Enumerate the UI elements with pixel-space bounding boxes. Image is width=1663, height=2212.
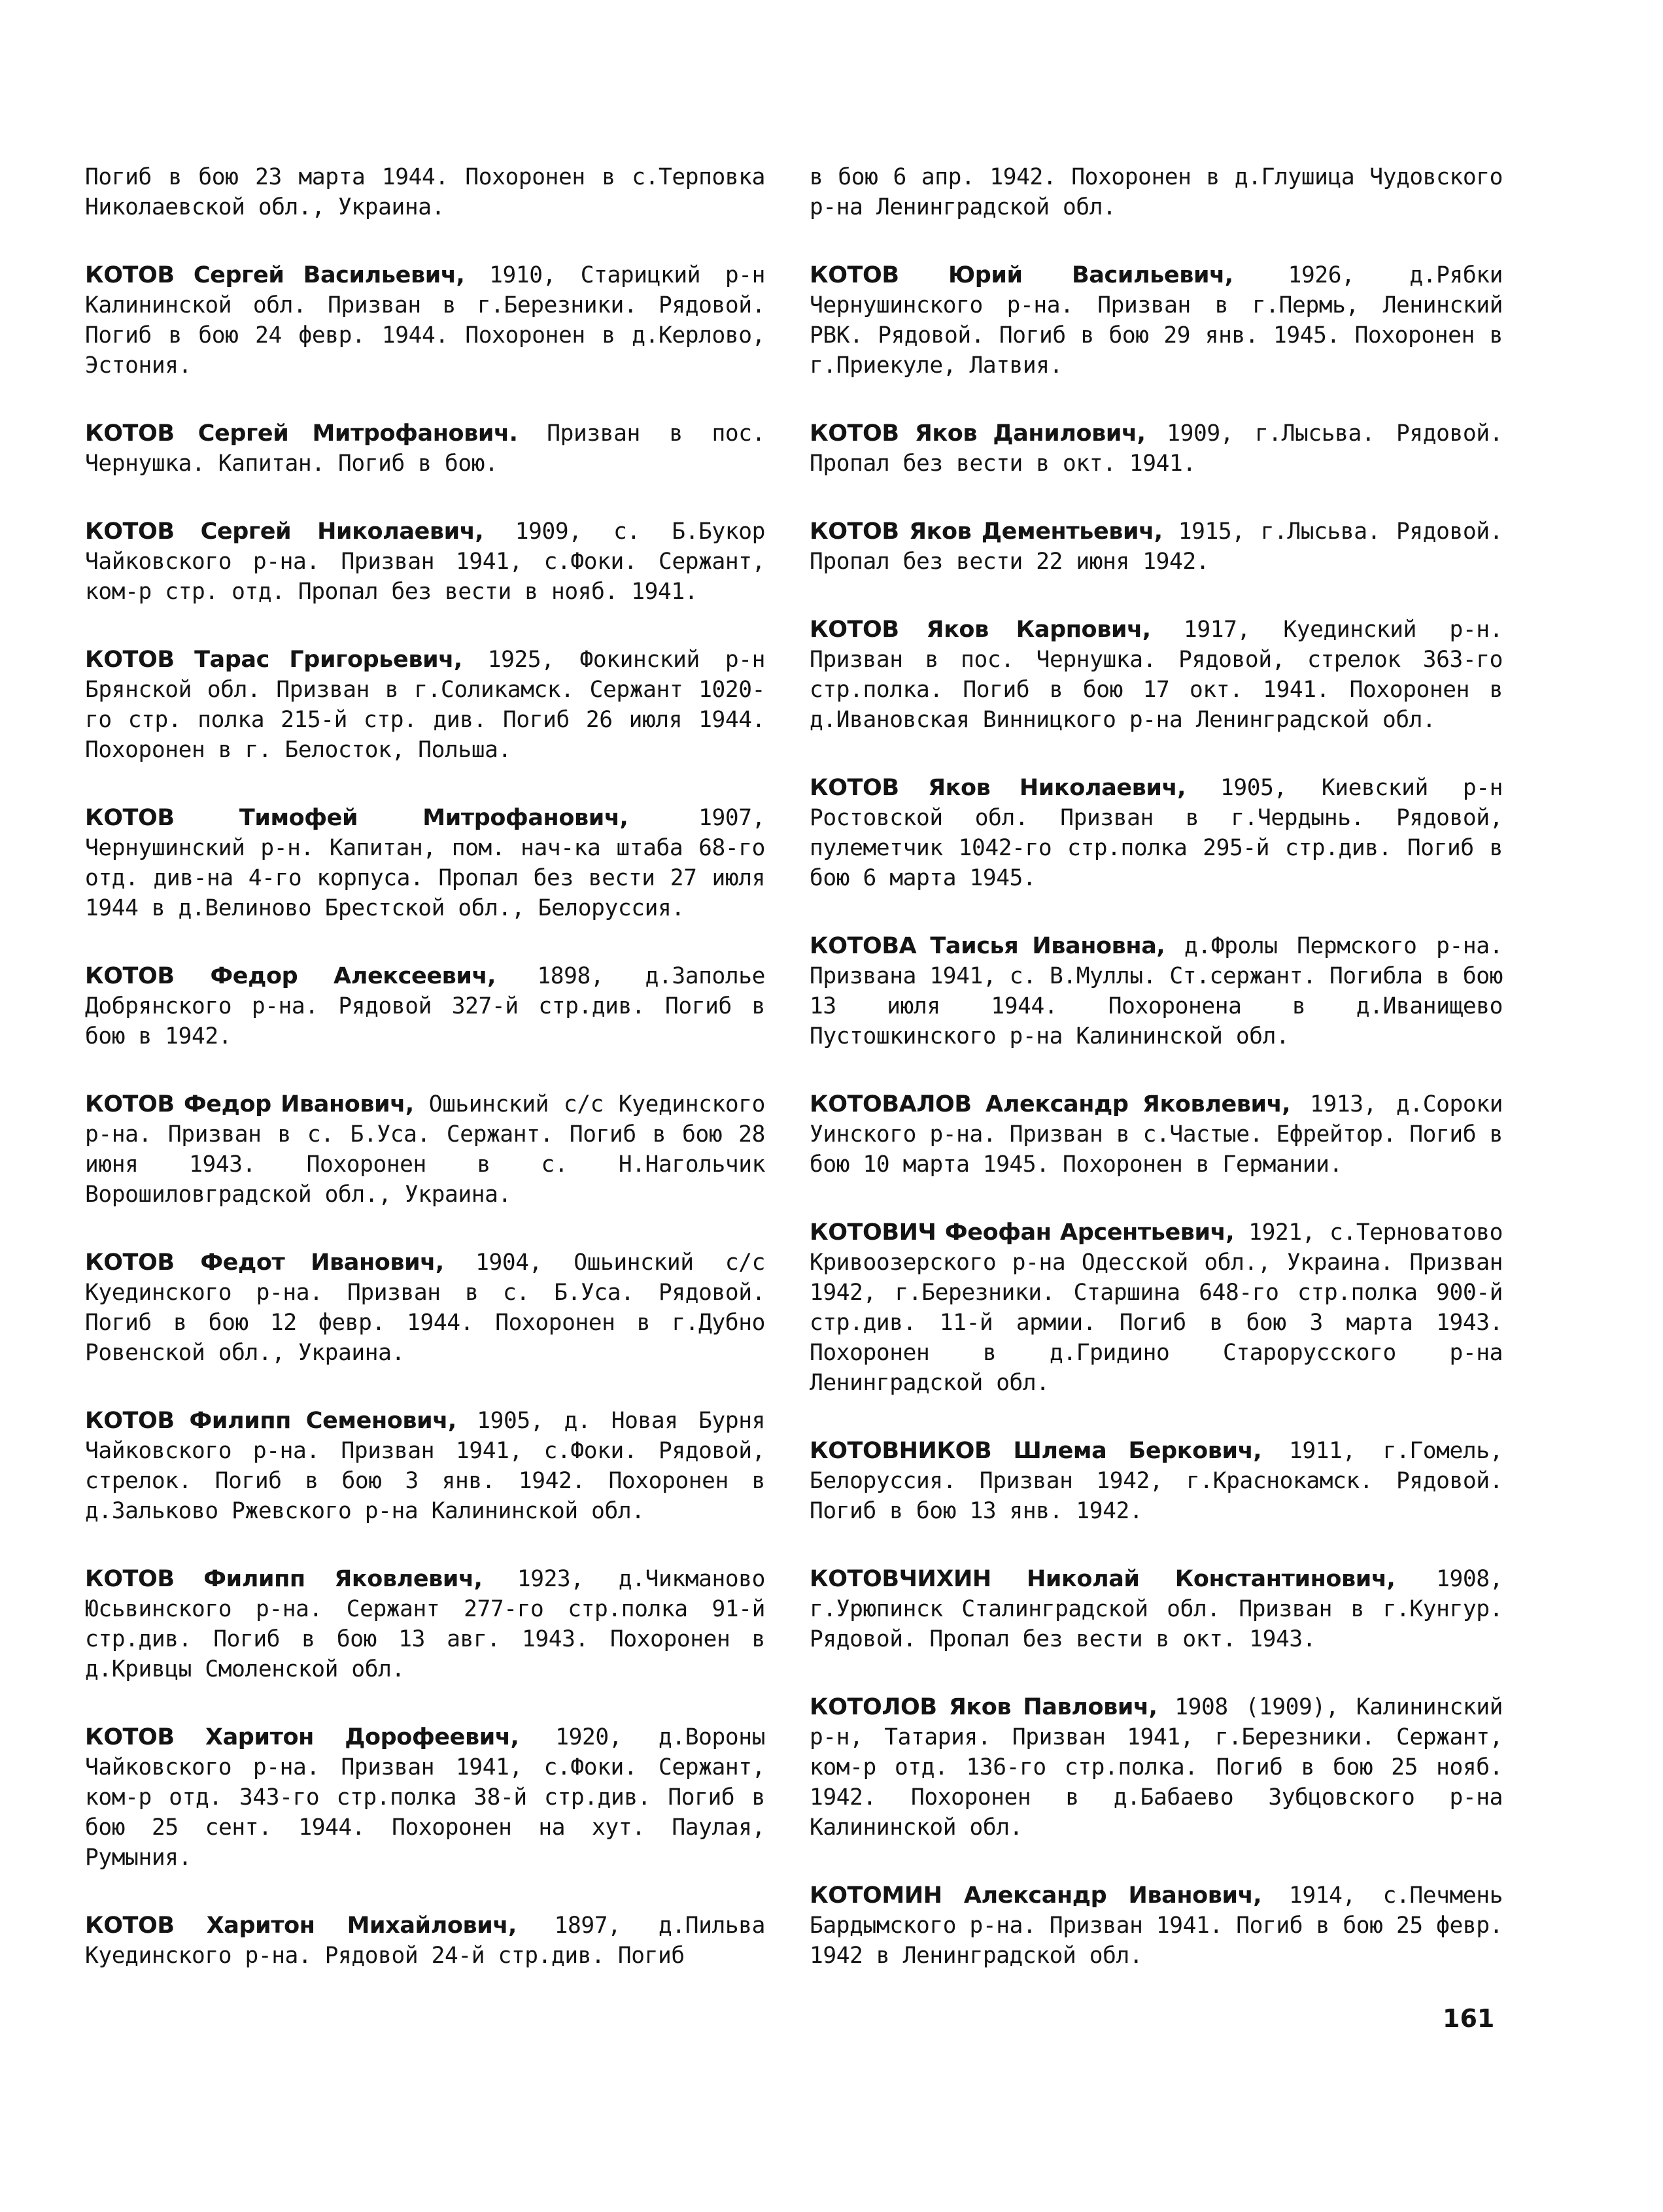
entry-paragraph [85, 162, 765, 222]
entry-text: 1913, д.Сороки Уинского р-на. Призван в с.Частые. Ефрейтор. Погиб в бою 10 марта 1945. Похоронен в Германии. [810, 1091, 1503, 1178]
entry-paragraph [85, 803, 765, 923]
entry-paragraph [810, 615, 1503, 735]
entry-paragraph [85, 418, 765, 479]
entry-paragraph [85, 961, 765, 1051]
entry-text: 1905, д. Новая Бурня Чайковского р-на. Призван 1941, с.Фоки. Рядовой, стрелок. Погиб в бою 3 янв. 1942. Похоронен в д.Зальково Ржевского р-на Калининской обл. [85, 1408, 765, 1524]
entry-text: 1907, Чернушинский р-н. Капитан, пом. нач-ка штаба 68-го отд. див-на 4-го корпуса. Пропал без вести 27 июля 1944 в д.Велиново Брестской обл., Белоруссия. [85, 805, 765, 921]
entry-name: КОТОЛОВ Яков Павлович, [810, 1694, 1157, 1720]
entry-text: д.Фролы Пермского р-на. Призвана 1941, с. В.Муллы. Ст.сержант. Погибла в бою 13 июля 1944. Похоронена в д.Иванищево Пустошкинского р-на Калининской обл. [810, 933, 1503, 1049]
entry-name: КОТОВАЛОВ Александр Яковлевич, [810, 1091, 1291, 1117]
entry-paragraph [810, 162, 1503, 222]
entry-paragraph [810, 418, 1503, 479]
entry-name: КОТОВ Сергей Васильевич, [85, 262, 465, 288]
entry-text: 1904, Ошьинский с/с Куединского р-на. Призван в с. Б.Уса. Рядовой. Погиб в бою 12 февр. 1944. Похоронен в г.Дубно Ровенской обл., Украина. [85, 1250, 765, 1366]
entry-text: 1897, д.Пильва Куединского р-на. Рядовой 24-й стр.див. Погиб [85, 1913, 766, 1969]
entry-paragraph [810, 517, 1503, 577]
entry-name: КОТОВ Федор Алексеевич, [85, 963, 496, 989]
entry-text: Призван в пос. Чернушка. Капитан. Погиб в бою. [85, 420, 765, 477]
entry-text: в бою 6 апр. 1942. Похоронен в д.Глушица Чудовского р-на Ленинградской обл. [810, 164, 1503, 220]
entry-text: 1905, Киевский р-н Ростовской обл. Призван в г.Чердынь. Рядовой, пулеметчик 1042-го стр.полка 295-й стр.див. Погиб в бою 6 марта 1945. [810, 775, 1503, 891]
entry-name: КОТОВА Таисья Ивановна, [810, 933, 1165, 959]
entry-name: КОТОВ Яков Николаевич, [810, 775, 1186, 801]
entry-name: КОТОВ Яков Дементьевич, [810, 519, 1163, 545]
entry-text: 1908, г.Урюпинск Сталинградской обл. Призван в г.Кунгур. Рядовой. Пропал без вести в окт. 1943. [810, 1566, 1503, 1652]
entry-paragraph [810, 1564, 1503, 1654]
entry-text: 1923, д.Чикманово Юсьвинского р-на. Сержант 277-го стр.полка 91-й стр.див. Погиб в бою 13 авг. 1943. Похоронен в д.Кривцы Смоленской обл. [85, 1566, 765, 1682]
entry-name: КОТОВ Сергей Митрофанович. [85, 420, 518, 447]
entry-name: КОТОВ Федор Иванович, [85, 1091, 414, 1117]
entry-name: КОТОВ Харитон Михайлович, [85, 1913, 517, 1939]
entry-name: КОТОВ Харитон Дорофеевич, [85, 1724, 519, 1750]
entry-text: 1926, д.Рябки Чернушинского р-на. Призван в г.Пермь, Ленинский РВК. Рядовой. Погиб в бою 29 янв. 1945. Похоронен в г.Приекуле, Латвия. [810, 262, 1503, 379]
entry-paragraph [810, 1692, 1503, 1843]
entry-paragraph [85, 645, 765, 765]
entry-name: КОТОВНИКОВ Шлема Беркович, [810, 1438, 1262, 1464]
entry-paragraph [85, 260, 765, 381]
entry-paragraph [810, 260, 1503, 381]
page-number: 161 [1443, 2004, 1495, 2033]
entry-text: 1917, Куединский р-н. Призван в пос. Чернушка. Рядовой, стрелок 363-го стр.полка. Погиб в бою 17 окт. 1941. Похоронен в д.Ивановская Винницкого р-на Ленинградской обл. [810, 617, 1503, 733]
entry-text: 1909, г.Лысьва. Рядовой. Пропал без вести в окт. 1941. [810, 420, 1503, 477]
entry-name: КОТОВИЧ Феофан Арсентьевич, [810, 1219, 1235, 1246]
entry-text: 1898, д.Заполье Добрянского р-на. Рядовой 327-й стр.див. Погиб в бою в 1942. [85, 963, 765, 1049]
entry-name: КОТОВ Тарас Григорьевич, [85, 647, 462, 673]
entry-name: КОТОВ Яков Карпович, [810, 617, 1151, 643]
right-column [810, 162, 1503, 2009]
entry-name: КОТОВ Яков Данилович, [810, 420, 1146, 447]
entry-name: КОТОМИН Александр Иванович, [810, 1882, 1262, 1909]
entry-paragraph [810, 931, 1503, 1051]
entry-text: 1914, с.Печмень Бардымского р-на. Призван 1941. Погиб в бою 25 февр. 1942 в Ленинградской обл. [810, 1882, 1503, 1969]
entry-name: КОТОВ Юрий Васильевич, [810, 262, 1233, 288]
entry-text: Ошьинский с/с Куединского р-на. Призван в с. Б.Уса. Сержант. Погиб в бою 28 июня 1943. Похоронен в с. Н.Нагольчик Ворошиловградской обл., Украина. [85, 1091, 766, 1208]
entry-paragraph [810, 1217, 1503, 1398]
entry-text: 1910, Старицкий р-н Калининской обл. Призван в г.Березники. Рядовой. Погиб в бою 24 февр. 1944. Похоронен в д.Керлово, Эстония. [85, 262, 766, 379]
entry-text: 1909, с. Б.Букор Чайковского р-на. Призван 1941, с.Фоки. Сержант, ком-р стр. отд. Пропал без вести в нояб. 1941. [85, 519, 765, 605]
entry-paragraph [810, 773, 1503, 893]
entry-name: КОТОВ Филипп Семенович, [85, 1408, 456, 1434]
entry-paragraph [85, 1248, 765, 1368]
entry-text: 1921, с.Терноватово Кривоозерского р-на Одесской обл., Украина. Призван 1942, г.Березники. Старшина 648-го стр.полка 900-й стр.див. 11-й армии. Погиб в бою 3 марта 1943. Похоронен в д.Гридино Старорусского р-на Ленинградской обл. [810, 1219, 1503, 1396]
entry-paragraph [810, 1880, 1503, 1971]
entry-paragraph [85, 1089, 765, 1210]
entry-text: Погиб в бою 23 марта 1944. Похоронен в с.Терповка Николаевской обл., Украина. [85, 164, 765, 220]
entry-text: 1908 (1909), Калининский р-н, Татария. Призван 1941, г.Березники. Сержант, ком-р отд. 136-го стр.полка. Погиб в бою 25 нояб. 1942. Похоронен в д.Бабаево Зубцовского р-на Калининской обл. [810, 1694, 1503, 1841]
entry-name: КОТОВ Федот Иванович, [85, 1250, 444, 1276]
entry-text: 1920, д.Вороны Чайковского р-на. Призван 1941, с.Фоки. Сержант, ком-р отд. 343-го стр.полка 38-й стр.див. Погиб в бою 25 сент. 1944. Похоронен на хут. Паулая, Румыния. [85, 1724, 765, 1871]
entry-name: КОТОВ Тимофей Митрофанович, [85, 805, 628, 831]
entry-paragraph [85, 1911, 765, 1971]
entry-name: КОТОВ Филипп Яковлевич, [85, 1566, 483, 1592]
entry-name: КОТОВ Сергей Николаевич, [85, 519, 484, 545]
entry-paragraph [810, 1436, 1503, 1526]
entry-paragraph [85, 1564, 765, 1684]
entry-name: КОТОВЧИХИН Николай Константинович, [810, 1566, 1396, 1592]
entry-text: 1915, г.Лысьва. Рядовой. Пропал без вести 22 июня 1942. [810, 519, 1503, 575]
entry-paragraph [85, 517, 765, 607]
entry-paragraph [85, 1406, 765, 1526]
entry-text: 1925, Фокинский р-н Брянской обл. Призван в г.Соликамск. Сержант 1020-го стр. полка 215-й стр. див. Погиб 26 июля 1944. Похоронен в г. Белосток, Польша. [85, 647, 765, 763]
entry-text: 1911, г.Гомель, Белоруссия. Призван 1942, г.Краснокамск. Рядовой. Погиб в бою 13 янв. 1942. [810, 1438, 1503, 1524]
entry-paragraph [85, 1722, 765, 1873]
entry-paragraph [810, 1089, 1503, 1180]
left-column [85, 162, 765, 2009]
